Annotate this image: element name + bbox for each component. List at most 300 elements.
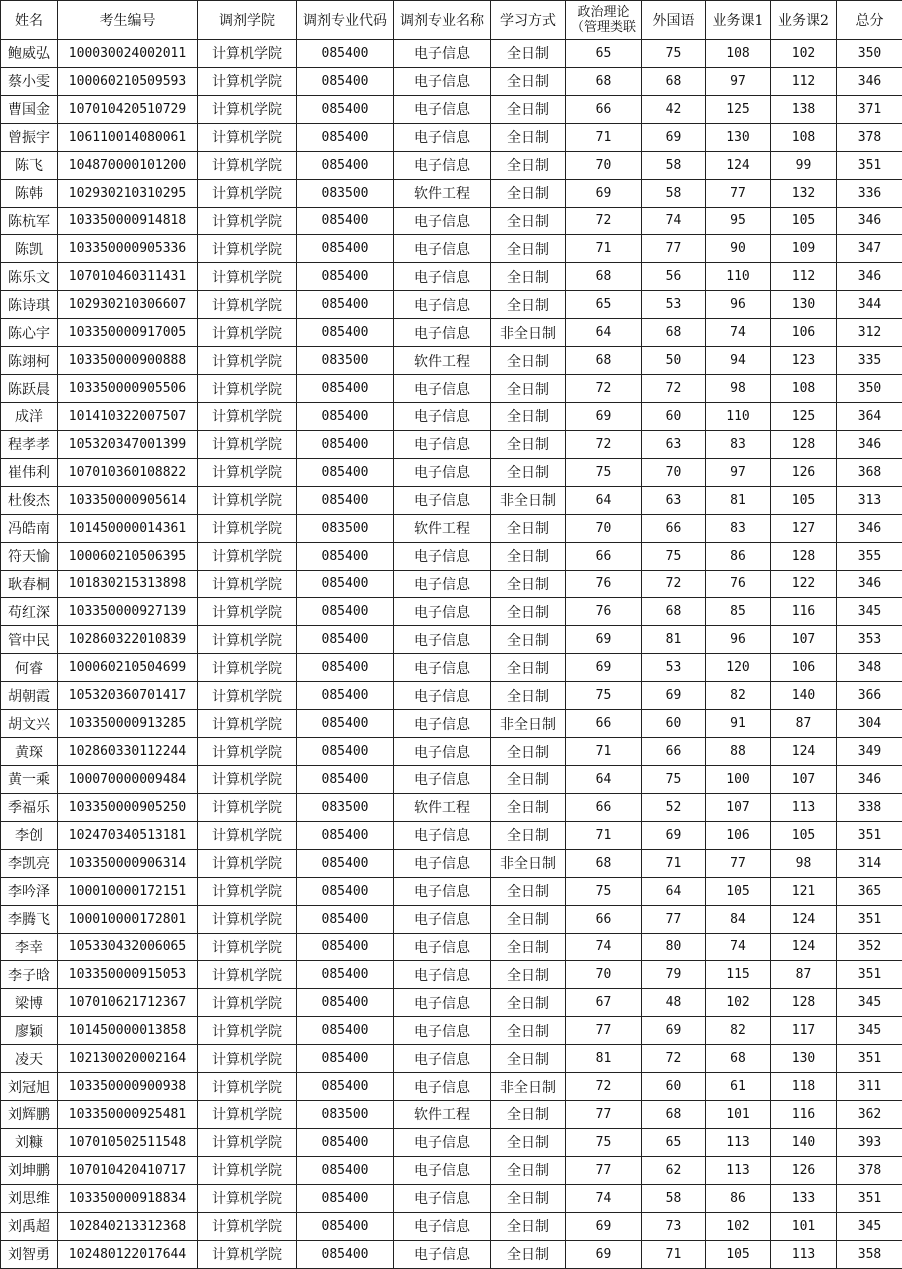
politics-cell: 66 [566, 710, 642, 738]
subject-2-cell: 128 [771, 542, 837, 570]
foreign-language-cell: 69 [642, 682, 706, 710]
total-cell: 371 [837, 95, 902, 123]
study-mode-cell: 全日制 [491, 821, 566, 849]
foreign-language-cell: 60 [642, 1073, 706, 1101]
politics-cell: 76 [566, 598, 642, 626]
exam-id-cell: 101410322007507 [58, 402, 198, 430]
total-cell: 346 [837, 207, 902, 235]
foreign-language-cell: 81 [642, 626, 706, 654]
subject-1-cell: 125 [706, 95, 771, 123]
total-cell: 349 [837, 738, 902, 766]
total-cell: 352 [837, 933, 902, 961]
exam-id-cell: 103350000915053 [58, 961, 198, 989]
major-name-cell: 电子信息 [394, 989, 491, 1017]
study-mode-cell: 全日制 [491, 514, 566, 542]
total-cell: 366 [837, 682, 902, 710]
foreign-language-cell: 63 [642, 486, 706, 514]
subject-1-cell: 91 [706, 710, 771, 738]
college-cell: 计算机学院 [198, 1240, 297, 1268]
exam-id-cell: 107010360108822 [58, 458, 198, 486]
table-row [1, 626, 902, 654]
exam-id-cell: 103350000906314 [58, 849, 198, 877]
politics-cell: 81 [566, 1045, 642, 1073]
name-cell: 胡文兴 [1, 710, 58, 738]
major-code-cell: 085400 [297, 235, 394, 263]
subject-2-cell: 102 [771, 40, 837, 68]
foreign-language-cell: 53 [642, 654, 706, 682]
foreign-language-cell: 50 [642, 347, 706, 375]
major-code-cell: 085400 [297, 151, 394, 179]
subject-2-cell: 133 [771, 1184, 837, 1212]
study-mode-cell: 全日制 [491, 626, 566, 654]
college-cell: 计算机学院 [198, 235, 297, 263]
college-cell: 计算机学院 [198, 821, 297, 849]
major-code-cell: 085400 [297, 905, 394, 933]
college-cell: 计算机学院 [198, 933, 297, 961]
major-code-cell: 085400 [297, 1156, 394, 1184]
subject-2-cell: 113 [771, 793, 837, 821]
subject-1-cell: 74 [706, 933, 771, 961]
subject-1-cell: 88 [706, 738, 771, 766]
politics-cell: 71 [566, 123, 642, 151]
exam-id-cell: 102130020002164 [58, 1045, 198, 1073]
major-code-cell: 085400 [297, 1017, 394, 1045]
politics-cell: 66 [566, 905, 642, 933]
subject-2-cell: 127 [771, 514, 837, 542]
subject-1-cell: 115 [706, 961, 771, 989]
major-name-cell: 电子信息 [394, 877, 491, 905]
exam-id-cell: 103350000905614 [58, 486, 198, 514]
college-cell: 计算机学院 [198, 40, 297, 68]
study-mode-cell: 全日制 [491, 1128, 566, 1156]
subject-2-cell: 109 [771, 235, 837, 263]
exam-id-cell: 102860322010839 [58, 626, 198, 654]
college-cell: 计算机学院 [198, 682, 297, 710]
politics-cell: 75 [566, 682, 642, 710]
major-name-cell: 软件工程 [394, 347, 491, 375]
study-mode-cell: 全日制 [491, 1240, 566, 1268]
table-row [1, 1156, 902, 1184]
name-cell: 管中民 [1, 626, 58, 654]
major-code-cell: 085400 [297, 319, 394, 347]
total-cell: 368 [837, 458, 902, 486]
college-cell: 计算机学院 [198, 430, 297, 458]
foreign-language-cell: 60 [642, 402, 706, 430]
table-row [1, 821, 902, 849]
college-cell: 计算机学院 [198, 458, 297, 486]
col-header-college: 调剂学院 [198, 1, 297, 40]
major-code-cell: 085400 [297, 458, 394, 486]
foreign-language-cell: 72 [642, 1045, 706, 1073]
foreign-language-cell: 42 [642, 95, 706, 123]
study-mode-cell: 全日制 [491, 235, 566, 263]
major-name-cell: 电子信息 [394, 961, 491, 989]
table-row [1, 486, 902, 514]
foreign-language-cell: 58 [642, 1184, 706, 1212]
foreign-language-cell: 74 [642, 207, 706, 235]
subject-2-cell: 112 [771, 67, 837, 95]
major-name-cell: 电子信息 [394, 291, 491, 319]
subject-2-cell: 98 [771, 849, 837, 877]
study-mode-cell: 全日制 [491, 430, 566, 458]
subject-2-cell: 130 [771, 1045, 837, 1073]
foreign-language-cell: 58 [642, 179, 706, 207]
table-row [1, 179, 902, 207]
major-code-cell: 085400 [297, 123, 394, 151]
name-cell: 胡朝霞 [1, 682, 58, 710]
subject-2-cell: 87 [771, 710, 837, 738]
name-cell: 耿春桐 [1, 570, 58, 598]
politics-cell: 69 [566, 1240, 642, 1268]
subject-2-cell: 125 [771, 402, 837, 430]
college-cell: 计算机学院 [198, 542, 297, 570]
exam-id-cell: 101450000014361 [58, 514, 198, 542]
politics-cell: 68 [566, 67, 642, 95]
subject-2-cell: 106 [771, 654, 837, 682]
major-code-cell: 085400 [297, 570, 394, 598]
name-cell: 陈诗琪 [1, 291, 58, 319]
subject-2-cell: 105 [771, 486, 837, 514]
total-cell: 351 [837, 905, 902, 933]
total-cell: 313 [837, 486, 902, 514]
major-name-cell: 电子信息 [394, 933, 491, 961]
study-mode-cell: 全日制 [491, 375, 566, 403]
subject-1-cell: 85 [706, 598, 771, 626]
politics-cell: 72 [566, 430, 642, 458]
table-row [1, 1184, 902, 1212]
politics-cell: 64 [566, 486, 642, 514]
study-mode-cell: 全日制 [491, 1156, 566, 1184]
major-code-cell: 083500 [297, 514, 394, 542]
study-mode-cell: 全日制 [491, 989, 566, 1017]
study-mode-cell: 全日制 [491, 402, 566, 430]
politics-cell: 69 [566, 402, 642, 430]
table-row [1, 877, 902, 905]
major-name-cell: 电子信息 [394, 458, 491, 486]
study-mode-cell: 全日制 [491, 95, 566, 123]
subject-1-cell: 107 [706, 793, 771, 821]
study-mode-cell: 全日制 [491, 1212, 566, 1240]
exam-id-cell: 101830215313898 [58, 570, 198, 598]
name-cell: 李幸 [1, 933, 58, 961]
subject-1-cell: 124 [706, 151, 771, 179]
exam-id-cell: 107010621712367 [58, 989, 198, 1017]
major-name-cell: 电子信息 [394, 905, 491, 933]
foreign-language-cell: 80 [642, 933, 706, 961]
total-cell: 350 [837, 375, 902, 403]
study-mode-cell: 全日制 [491, 598, 566, 626]
major-name-cell: 电子信息 [394, 542, 491, 570]
foreign-language-cell: 75 [642, 40, 706, 68]
major-name-cell: 电子信息 [394, 235, 491, 263]
major-name-cell: 电子信息 [394, 1240, 491, 1268]
major-name-cell: 电子信息 [394, 67, 491, 95]
subject-2-cell: 140 [771, 682, 837, 710]
college-cell: 计算机学院 [198, 486, 297, 514]
subject-1-cell: 97 [706, 458, 771, 486]
table-row [1, 961, 902, 989]
col-header-name: 姓名 [1, 1, 58, 40]
exam-id-cell: 105320360701417 [58, 682, 198, 710]
politics-cell: 74 [566, 933, 642, 961]
subject-1-cell: 76 [706, 570, 771, 598]
name-cell: 蔡小雯 [1, 67, 58, 95]
total-cell: 311 [837, 1073, 902, 1101]
college-cell: 计算机学院 [198, 626, 297, 654]
major-code-cell: 085400 [297, 1073, 394, 1101]
table-row [1, 570, 902, 598]
politics-cell: 69 [566, 626, 642, 654]
foreign-language-cell: 60 [642, 710, 706, 738]
study-mode-cell: 全日制 [491, 347, 566, 375]
total-cell: 346 [837, 430, 902, 458]
exam-id-cell: 103350000917005 [58, 319, 198, 347]
name-cell: 李创 [1, 821, 58, 849]
exam-id-cell: 103350000905336 [58, 235, 198, 263]
politics-cell: 64 [566, 765, 642, 793]
table-row [1, 319, 902, 347]
exam-id-cell: 103350000905506 [58, 375, 198, 403]
exam-id-cell: 103350000914818 [58, 207, 198, 235]
header-row [1, 1, 902, 40]
major-code-cell: 085400 [297, 402, 394, 430]
table-row [1, 263, 902, 291]
major-code-cell: 085400 [297, 877, 394, 905]
major-name-cell: 电子信息 [394, 821, 491, 849]
major-name-cell: 电子信息 [394, 263, 491, 291]
exam-id-cell: 107010502511548 [58, 1128, 198, 1156]
table-row [1, 654, 902, 682]
exam-id-cell: 107010460311431 [58, 263, 198, 291]
subject-1-cell: 77 [706, 849, 771, 877]
table-row [1, 710, 902, 738]
name-cell: 曹国金 [1, 95, 58, 123]
major-code-cell: 085400 [297, 207, 394, 235]
major-code-cell: 085400 [297, 542, 394, 570]
foreign-language-cell: 66 [642, 738, 706, 766]
college-cell: 计算机学院 [198, 570, 297, 598]
subject-2-cell: 126 [771, 458, 837, 486]
major-name-cell: 电子信息 [394, 570, 491, 598]
total-cell: 351 [837, 1045, 902, 1073]
subject-2-cell: 107 [771, 765, 837, 793]
major-name-cell: 电子信息 [394, 710, 491, 738]
total-cell: 346 [837, 765, 902, 793]
major-code-cell: 085400 [297, 738, 394, 766]
major-code-cell: 085400 [297, 291, 394, 319]
politics-cell: 70 [566, 514, 642, 542]
subject-1-cell: 106 [706, 821, 771, 849]
name-cell: 曾振宇 [1, 123, 58, 151]
study-mode-cell: 全日制 [491, 570, 566, 598]
subject-1-cell: 82 [706, 682, 771, 710]
politics-cell: 71 [566, 235, 642, 263]
subject-2-cell: 116 [771, 598, 837, 626]
total-cell: 345 [837, 1212, 902, 1240]
exam-id-cell: 100030024002011 [58, 40, 198, 68]
major-code-cell: 083500 [297, 1101, 394, 1129]
study-mode-cell: 全日制 [491, 179, 566, 207]
name-cell: 李腾飞 [1, 905, 58, 933]
table-body [1, 40, 902, 1269]
subject-1-cell: 84 [706, 905, 771, 933]
college-cell: 计算机学院 [198, 710, 297, 738]
subject-1-cell: 102 [706, 989, 771, 1017]
study-mode-cell: 全日制 [491, 291, 566, 319]
subject-2-cell: 105 [771, 207, 837, 235]
study-mode-cell: 全日制 [491, 654, 566, 682]
total-cell: 351 [837, 151, 902, 179]
subject-2-cell: 128 [771, 430, 837, 458]
name-cell: 刘冠旭 [1, 1073, 58, 1101]
subject-1-cell: 96 [706, 626, 771, 654]
foreign-language-cell: 79 [642, 961, 706, 989]
study-mode-cell: 非全日制 [491, 1073, 566, 1101]
total-cell: 346 [837, 570, 902, 598]
politics-cell: 71 [566, 738, 642, 766]
major-name-cell: 电子信息 [394, 1017, 491, 1045]
table-row [1, 793, 902, 821]
name-cell: 苟红深 [1, 598, 58, 626]
table-row [1, 1128, 902, 1156]
subject-2-cell: 130 [771, 291, 837, 319]
exam-id-cell: 100010000172151 [58, 877, 198, 905]
name-cell: 何睿 [1, 654, 58, 682]
major-name-cell: 电子信息 [394, 319, 491, 347]
subject-2-cell: 105 [771, 821, 837, 849]
total-cell: 378 [837, 1156, 902, 1184]
subject-2-cell: 117 [771, 1017, 837, 1045]
college-cell: 计算机学院 [198, 1045, 297, 1073]
foreign-language-cell: 64 [642, 877, 706, 905]
total-cell: 351 [837, 821, 902, 849]
table-row [1, 123, 902, 151]
name-cell: 李子晗 [1, 961, 58, 989]
total-cell: 364 [837, 402, 902, 430]
name-cell: 刘糠 [1, 1128, 58, 1156]
exam-id-cell: 102860330112244 [58, 738, 198, 766]
study-mode-cell: 非全日制 [491, 710, 566, 738]
name-cell: 黄一乘 [1, 765, 58, 793]
exam-id-cell: 100060210509593 [58, 67, 198, 95]
study-mode-cell: 全日制 [491, 933, 566, 961]
col-header-total: 总分 [837, 1, 902, 40]
foreign-language-cell: 75 [642, 542, 706, 570]
total-cell: 335 [837, 347, 902, 375]
name-cell: 刘辉鹏 [1, 1101, 58, 1129]
exam-id-cell: 102930210310295 [58, 179, 198, 207]
total-cell: 351 [837, 1184, 902, 1212]
exam-id-cell: 103350000925481 [58, 1101, 198, 1129]
table-row [1, 375, 902, 403]
subject-1-cell: 83 [706, 514, 771, 542]
name-cell: 符天愉 [1, 542, 58, 570]
name-cell: 刘禹超 [1, 1212, 58, 1240]
subject-2-cell: 101 [771, 1212, 837, 1240]
name-cell: 刘坤鹏 [1, 1156, 58, 1184]
politics-cell: 65 [566, 40, 642, 68]
politics-cell: 70 [566, 151, 642, 179]
college-cell: 计算机学院 [198, 654, 297, 682]
table-row [1, 1240, 902, 1268]
table-row [1, 933, 902, 961]
politics-cell: 77 [566, 1101, 642, 1129]
foreign-language-cell: 69 [642, 821, 706, 849]
college-cell: 计算机学院 [198, 1212, 297, 1240]
total-cell: 358 [837, 1240, 902, 1268]
name-cell: 陈杭军 [1, 207, 58, 235]
name-cell: 崔伟利 [1, 458, 58, 486]
table-row [1, 542, 902, 570]
exam-id-cell: 102840213312368 [58, 1212, 198, 1240]
name-cell: 陈韩 [1, 179, 58, 207]
college-cell: 计算机学院 [198, 263, 297, 291]
col-header-study-mode: 学习方式 [491, 1, 566, 40]
subject-1-cell: 68 [706, 1045, 771, 1073]
foreign-language-cell: 71 [642, 849, 706, 877]
subject-1-cell: 105 [706, 1240, 771, 1268]
major-name-cell: 软件工程 [394, 793, 491, 821]
college-cell: 计算机学院 [198, 319, 297, 347]
major-name-cell: 电子信息 [394, 626, 491, 654]
name-cell: 冯皓南 [1, 514, 58, 542]
foreign-language-cell: 56 [642, 263, 706, 291]
study-mode-cell: 全日制 [491, 905, 566, 933]
major-code-cell: 085400 [297, 654, 394, 682]
major-code-cell: 085400 [297, 263, 394, 291]
name-cell: 黄琛 [1, 738, 58, 766]
foreign-language-cell: 77 [642, 905, 706, 933]
college-cell: 计算机学院 [198, 793, 297, 821]
name-cell: 程孝孝 [1, 430, 58, 458]
exam-id-cell: 103350000918834 [58, 1184, 198, 1212]
foreign-language-cell: 73 [642, 1212, 706, 1240]
subject-1-cell: 105 [706, 877, 771, 905]
major-name-cell: 电子信息 [394, 598, 491, 626]
name-cell: 刘智勇 [1, 1240, 58, 1268]
foreign-language-cell: 72 [642, 570, 706, 598]
table-row [1, 514, 902, 542]
table-row [1, 207, 902, 235]
exam-id-cell: 100010000172801 [58, 905, 198, 933]
college-cell: 计算机学院 [198, 67, 297, 95]
total-cell: 345 [837, 598, 902, 626]
table-row [1, 738, 902, 766]
foreign-language-cell: 65 [642, 1128, 706, 1156]
major-code-cell: 085400 [297, 375, 394, 403]
name-cell: 刘思维 [1, 1184, 58, 1212]
subject-2-cell: 124 [771, 905, 837, 933]
study-mode-cell: 全日制 [491, 1045, 566, 1073]
major-name-cell: 电子信息 [394, 430, 491, 458]
subject-2-cell: 138 [771, 95, 837, 123]
table-row [1, 765, 902, 793]
college-cell: 计算机学院 [198, 738, 297, 766]
major-name-cell: 软件工程 [394, 179, 491, 207]
name-cell: 成洋 [1, 402, 58, 430]
subject-2-cell: 112 [771, 263, 837, 291]
subject-1-cell: 108 [706, 40, 771, 68]
college-cell: 计算机学院 [198, 402, 297, 430]
table-row [1, 1017, 902, 1045]
politics-cell: 68 [566, 347, 642, 375]
college-cell: 计算机学院 [198, 961, 297, 989]
study-mode-cell: 全日制 [491, 877, 566, 905]
study-mode-cell: 全日制 [491, 207, 566, 235]
foreign-language-cell: 53 [642, 291, 706, 319]
table-row [1, 1212, 902, 1240]
name-cell: 陈心宇 [1, 319, 58, 347]
